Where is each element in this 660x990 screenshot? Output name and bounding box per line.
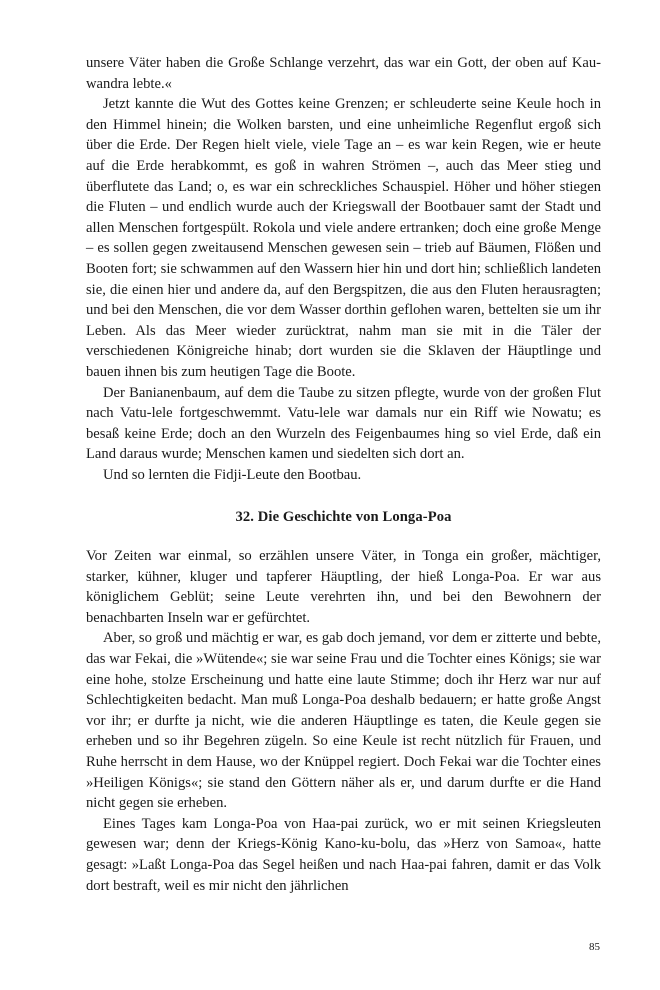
chapter-heading: 32. Die Geschichte von Longa-Poa xyxy=(235,509,452,526)
page-body xyxy=(86,53,601,896)
paragraph: Eines Tages kam Longa-Poa von Haa-pai zurück, wo er mit seinen Kriegsleuten gewesen war; denn der Kriegs-König Kano-ku-bolu, das »Herz von Samoa«, hatte gesagt: »Laßt Longa-Poa das Segel heißen und nach Haa-pai fahren, damit er das Volk dort bestraft, weil es mir nicht den jährlichen xyxy=(86,815,601,894)
paragraph: unsere Väter haben die Große Schlange verzehrt, das war ein Gott, der oben auf Kau-wandra lebte.« xyxy=(86,55,601,92)
paragraph: Vor Zeiten war einmal, so erzählen unsere Väter, in Tonga ein großer, mächtiger, starker, kühner, kluger und tapferer Häuptling, der hieß Longa-Poa. Er war aus königlichem Geblüt; seine Leute verehrten ihn, und bei den Bewohnern der benachbarten Inseln war er gefürchtet. xyxy=(86,548,601,626)
paragraph: Und so lernten die Fidji-Leute den Bootbau. xyxy=(103,466,362,483)
paragraph: Aber, so groß und mächtig er war, es gab doch jemand, vor dem er zitterte und bebte, das war Fekai, die »Wütende«; sie war seine Frau und die Tochter eines Königs; sie war eine hohe, stolze Erscheinung und hatte eine laute Stimme; doch ihr Herz war nur auf Schlechtigkeiten bedacht. Man muß Longa-Poa deshalb bedauern; er hatte große Angst vor ihr; er durfte ja nicht, wie die anderen Häuptlinge es taten, die Keule gegen sie erheben und so ihr Begehren zügeln. So eine Keule ist recht nützlich für Frauen, und Ruhe herrscht in dem Hause, wo der Knüppel regiert. Doch Fekai war die Tochter eines »Heiligen Königs«; sie stand den Göttern näher als er, und darum durfte er die Hand nicht gegen sie erheben. xyxy=(86,630,601,812)
paragraph: Jetzt kannte die Wut des Gottes keine Grenzen; er schleuderte seine Keule hoch in den Himmel hinein; die Wolken barsten, und eine unheimliche Regenflut ergoß sich über die Erde. Der Regen hielt viele, viele Tage an – es war kein Regen, wie er heute auf die Erde herabkommt, es goß in wahren Strömen –, auch das Meer stieg und überflutete das Land; o, es war ein schreckliches Schauspiel. Höher und höher stiegen die Fluten – und endlich wurde auch der Kriegswall der Bootbauer samt der Stadt und allen Menschen fortgespült. Rokola und viele andere ertranken; doch eine große Menge – es sollen gegen zweitausend Menschen gewesen sein – trieb auf Bäumen, Flößen und Booten fort; sie schwammen auf den Wassern hier hin und dort hin; schließlich landeten sie, die einen hier und andere da, auf den Bergspitzen, die aus den Fluten herausragten; und bei den Menschen, die vor dem Wasser dorthin geflohen waren, bettelten sie um ihr Leben. Als das Meer wieder zurücktrat, nahm man sie mit in die Täler der verschiedenen Königreiche hinab; dort wurden sie die Sklaven der Häuptlinge und bauen ihnen bis zum heutigen Tage die Boote. xyxy=(86,96,601,380)
page-number: 85 xyxy=(589,941,600,953)
paragraph: Der Banianenbaum, auf dem die Taube zu sitzen pflegte, wurde von der großen Flut nach Vatu-lele fortgeschwemmt. Vatu-lele war damals nur ein Riff wie Nowatu; es besaß keine Erde; doch an den Wurzeln des Feigenbaumes hing so viel Erde, daß ein Land daraus wurde; Menschen kamen und siedelten sich dort an. xyxy=(86,384,601,463)
